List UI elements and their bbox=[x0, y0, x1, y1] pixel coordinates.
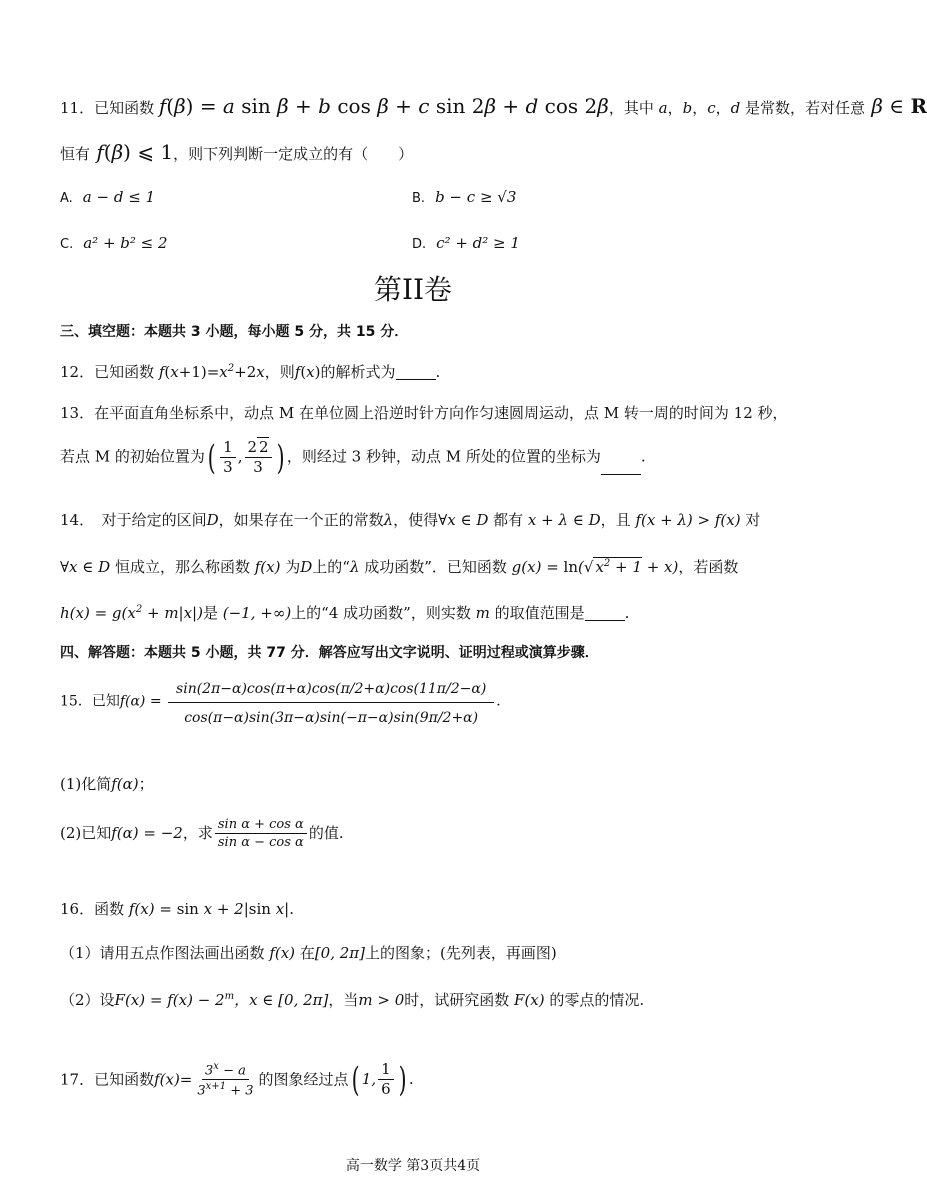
q12-pre: 12．已知函数 bbox=[60, 363, 155, 381]
q11-option-a[interactable] bbox=[60, 190, 155, 205]
q14-line3-a: 是 bbox=[202, 604, 218, 622]
q13-answer-blank[interactable] bbox=[601, 473, 641, 475]
q16-part2: （2）设$F(x) = f(x) - 2^m$，x ∈ [0, 2π]，当m > 0时，试研究函数 F(x) 的零点的情况. bbox=[60, 991, 645, 1009]
q16-part1-post: 上的图象；(先列表，再画图) bbox=[365, 944, 557, 962]
q11-line1: 11．已知函数 f(β) = a sin β + b cos β + c sin 2β + d cos 2β，其中 a，b，c，d 是常数，若对任意 β ∈ R bbox=[60, 94, 927, 118]
q12: 12．已知函数 $f(x+1)=x^2+2x$，则f(x)的解析式为 . bbox=[60, 363, 441, 381]
option-label: C. bbox=[60, 237, 74, 252]
q11-line2-pre: 恒有 bbox=[60, 145, 91, 163]
q14-line1-d: 都有 bbox=[493, 511, 524, 529]
q11-stem-post: 是常数，若对任意 bbox=[745, 99, 866, 117]
q16-part2-pre: （2）设 bbox=[60, 991, 115, 1009]
option-text: a − d ≤ 1 bbox=[82, 188, 156, 206]
q15-part1-text: (1)化简 bbox=[60, 775, 112, 793]
q14-line3-b: 上的“4 成功函数”，则实数 bbox=[291, 604, 471, 622]
q16-part1: （1）请用五点作图法画出函数 f(x) 在[0, 2π]上的图象；(先列表，再画图) bbox=[60, 944, 557, 962]
q14-line1-b: ，如果存在一个正的常数 bbox=[218, 511, 384, 529]
q14-line1-f: 对 bbox=[745, 511, 761, 529]
q13-line1: 13．在平面直角坐标系中，动点 M 在单位圆上沿逆时针方向作匀速圆周运动，点 M 转一周的时间为 12 秒， bbox=[60, 404, 788, 422]
q11-option-c[interactable] bbox=[60, 236, 168, 251]
q14-line1-a: 14． 对于给定的区间 bbox=[60, 511, 207, 529]
q11-line2 bbox=[60, 142, 413, 162]
q14-line2-d: 成功函数”．已知函数 bbox=[364, 558, 507, 576]
q14-line3-c: 的取值范围是 bbox=[494, 604, 585, 622]
q17-pre: 17．已知函数 bbox=[60, 1070, 155, 1089]
section4-heading: 四、解答题：本题共 5 小题，共 77 分．解答应写出文字说明、证明过程或演算步骤． bbox=[60, 645, 599, 661]
q15-part2-pre: (2)已知 bbox=[60, 824, 112, 842]
q14-line2-b: 为 bbox=[285, 558, 301, 576]
option-text: b − c ≥ √3 bbox=[435, 188, 517, 206]
q14-line2-a: 恒成立，那么称函数 bbox=[114, 558, 250, 576]
q15-fraction: $\frac{\sin(2\pi-\alpha)\cos(\pi+\alpha)\cos(\pi/2+\alpha)\cos(11\pi/2-\alpha)}{\cos(\pi-\alpha)\sin(3\pi-\alpha)\sin(-\pi-\alpha)\sin(9\pi/2+\alpha)}$ bbox=[168, 678, 494, 725]
q15-part2: (2)已知f(α) = −2，求 $\frac{\text{sin α + cos α}}{\text{sin α − cos α}}$ 的值. bbox=[60, 817, 344, 850]
q14-line1-c: ，使得 bbox=[393, 511, 439, 529]
q13-line2: 若点 M 的初始位置为( $\frac{1}{3}$ , $\frac{2 2}{3}$ ) ，则经过 3 秒钟，动点 M 所处的位置的坐标为 . bbox=[60, 437, 646, 478]
q14-answer-blank[interactable] bbox=[585, 619, 625, 621]
q14-line2-c: 上的“ bbox=[312, 558, 350, 576]
q15-part1-post: ； bbox=[138, 775, 154, 793]
q11-line2-post: ，则下列判断一定成立的有（ ） bbox=[173, 145, 414, 163]
page-footer: 高一数学 第3页共4页 bbox=[345, 1158, 481, 1174]
q15-part2-post: 的值. bbox=[308, 824, 344, 842]
q14-line3: $h(x) = g(x^2 + m|x|)$是 (−1, +∞)上的“4 成功函数”，则实数 m 的取值范围是 . bbox=[60, 604, 630, 622]
q16-part2-post: 的零点的情况. bbox=[549, 991, 645, 1009]
q14-line2: ∀x ∈ D 恒成立，那么称函数 f(x) 为D上的“λ 成功函数”．已知函数 g(x) = ln(√ $x^2 + 1 + x$)，若函数 bbox=[60, 558, 739, 576]
part2-title: 第II卷 bbox=[373, 273, 453, 306]
option-label: D. bbox=[412, 237, 427, 252]
q16-part2-mid2: 时，试研究函数 bbox=[404, 991, 510, 1009]
q13-line2-pre: 若点 M 的初始位置为 bbox=[60, 447, 205, 466]
q14-line2-e: ，若函数 bbox=[678, 558, 739, 576]
q11-option-d[interactable] bbox=[412, 236, 520, 251]
q12-post: 的解析式为 bbox=[320, 363, 396, 381]
q11-stem-pre: 11．已知函数 bbox=[60, 99, 159, 117]
q11-option-b[interactable] bbox=[412, 190, 516, 205]
q14-line1-e: ，且 bbox=[600, 511, 631, 529]
q16-part1-pre: （1）请用五点作图法画出函数 bbox=[60, 944, 265, 962]
q15-part2-mid: ，求 bbox=[182, 824, 213, 842]
option-text: c² + d² ≥ 1 bbox=[436, 234, 520, 252]
q11-condition: f(β) ⩽ 1 bbox=[90, 140, 174, 164]
q11-stem-mid: ，其中 bbox=[608, 99, 654, 117]
q13-line2-post: ，则经过 3 秒钟，动点 M 所处的位置的坐标为 bbox=[286, 447, 601, 466]
q17-mid: 的图象经过点 bbox=[258, 1070, 349, 1089]
q12-answer-blank[interactable] bbox=[396, 378, 436, 380]
q16-stem-text: 16．函数 bbox=[60, 900, 125, 918]
q16-stem: 16．函数 f(x) = sin x + 2|sin x|. bbox=[60, 900, 294, 918]
option-label: A. bbox=[60, 191, 73, 206]
q11-formula: f(β) = a sin β + b cos β + c sin 2β + d cos 2β bbox=[158, 94, 609, 118]
q12-mid: ，则 bbox=[264, 363, 295, 381]
q17-stem: 17．已知函数f(x)= $\frac{3^x - a}{3^{x+1} + 3}$ 的图象经过点( 1, $\frac{1}{6}$ ) . bbox=[60, 1059, 414, 1100]
q16-part2-mid: ，当 bbox=[328, 991, 359, 1009]
q16-part1-mid: 在 bbox=[299, 944, 315, 962]
q15-part1: (1)化简f(α)； bbox=[60, 775, 154, 793]
q15-stem: 15．已知f(α) = $\frac{\sin(2\pi-\alpha)\cos(\pi+\alpha)\cos(\pi/2+\alpha)\cos(11\pi/2-\alpha)}{\cos(\pi-\alpha)\sin(3\pi-\alpha)\sin(-\pi-\alpha)\sin(9\pi/2+\alpha)}$ . bbox=[60, 678, 501, 725]
section3-heading: 三、填空题：本题共 3 小题，每小题 5 分，共 15 分． bbox=[60, 324, 409, 340]
option-label: B. bbox=[412, 191, 426, 206]
q14-line1: 14． 对于给定的区间D，如果存在一个正的常数λ，使得∀x ∈ D 都有 x + λ ∈ D，且 f(x + λ) > f(x) 对 bbox=[60, 511, 761, 529]
option-text: a² + b² ≤ 2 bbox=[83, 234, 168, 252]
q15-pre: 15．已知 bbox=[60, 693, 120, 710]
